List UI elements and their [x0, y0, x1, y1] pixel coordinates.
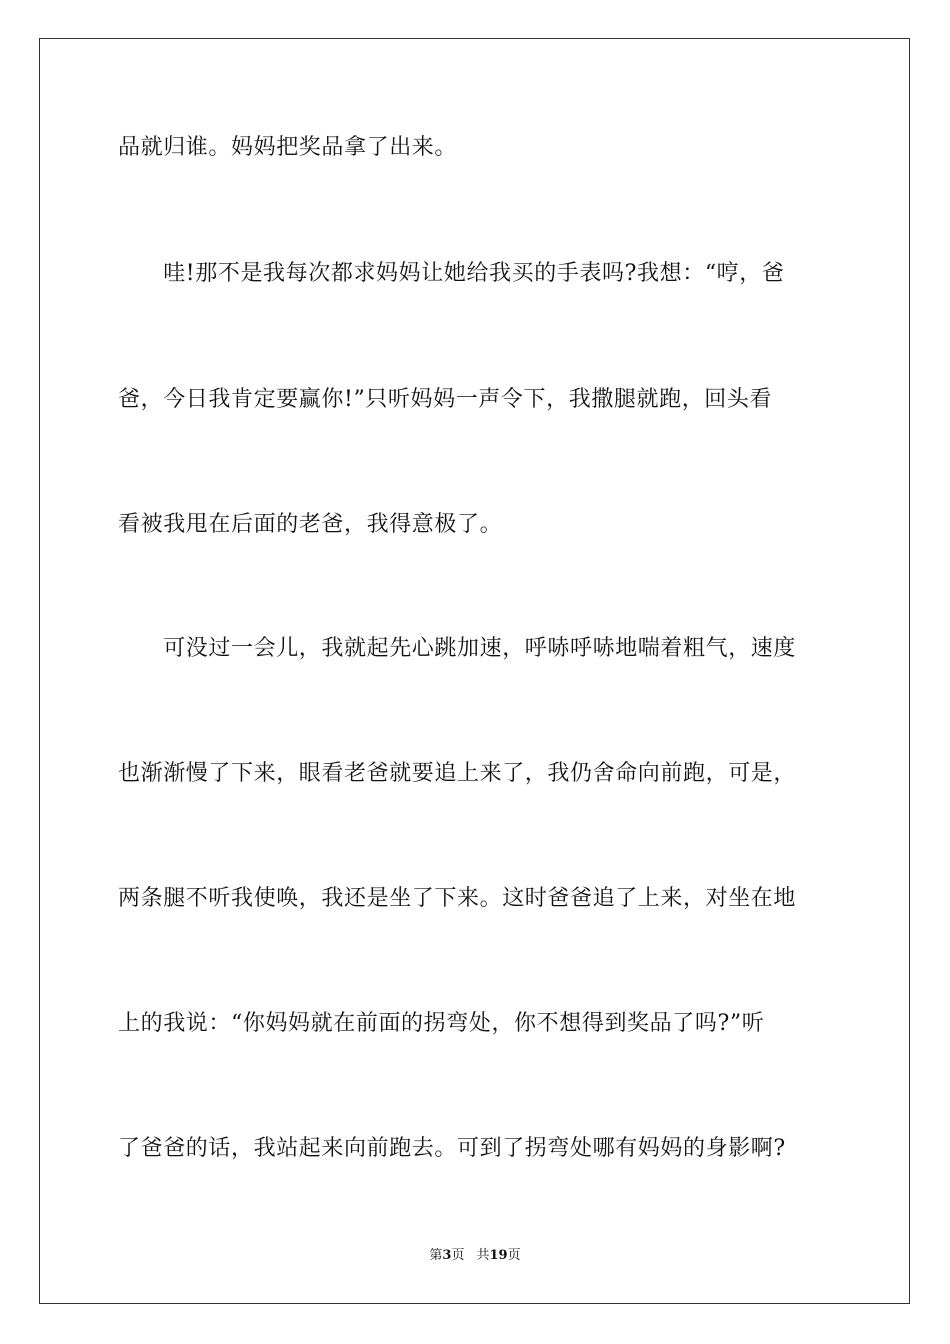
page-suffix: 页 [451, 1248, 465, 1263]
text-line-1: 品就归谁。妈妈把奖品拿了出来。 [118, 135, 458, 160]
text-line-2: 哇!那不是我每次都求妈妈让她给我买的手表吗?我想：“哼，爸 [118, 261, 785, 286]
total-suffix: 页 [507, 1248, 521, 1263]
text-line-3: 爸，今日我肯定要赢你!”只听妈妈一声令下，我撒腿就跑，回头看 [118, 387, 773, 412]
page-footer [0, 1247, 950, 1265]
text-line-4: 看被我甩在后面的老爸，我得意极了。 [118, 512, 503, 537]
total-prefix: 共 [476, 1248, 490, 1263]
text-line-9: 了爸爸的话，我站起来向前跑去。可到了拐弯处哪有妈妈的身影啊? [118, 1136, 786, 1161]
text-line-6: 也渐渐慢了下来，眼看老爸就要追上来了，我仍舍命向前跑，可是， [118, 761, 797, 786]
text-line-7: 两条腿不听我使唤，我还是坐了下来。这时爸爸追了上来，对坐在地 [118, 886, 797, 911]
page-prefix: 第 [429, 1248, 443, 1263]
page-number: 3 [442, 1248, 452, 1263]
page-border [39, 38, 910, 1304]
total-pages: 19 [489, 1248, 508, 1263]
text-line-8: 上的我说：“你妈妈就在前面的拐弯处，你不想得到奖品了吗?”听 [118, 1011, 765, 1036]
text-line-5: 可没过一会儿，我就起先心跳加速，呼哧呼哧地喘着粗气，速度 [118, 636, 797, 661]
